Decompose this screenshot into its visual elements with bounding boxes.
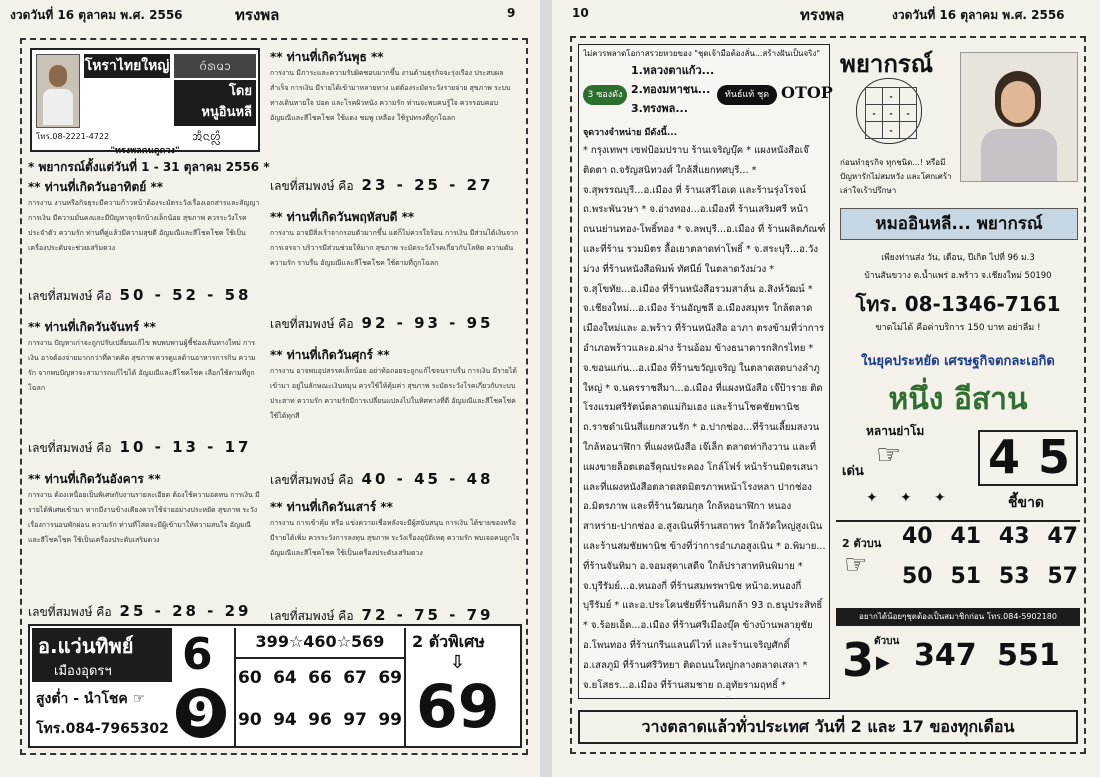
sunday-numbers: 50 - 52 - 58 bbox=[119, 286, 252, 304]
banner-phone: โทร.08-2221-4722 bbox=[36, 132, 110, 141]
grid-number: 67 bbox=[343, 668, 367, 688]
astro-cell: - bbox=[883, 122, 900, 139]
saturday-body: การงาน การเข้าคุ้ม หรือ แข่งความเชื่อหลังจะมีผู้สนับสนุน การเงิน ได้ขายของหรือมีรายได้เพิ่ม ควรระวังการลงทุน สุขภาพ ระวังเรื่องอุบัติเหตุ ความรัก พบเจอคนถูกใจ อัญมณีและสีโชคโชค ใช้เป็นเครื่องประดับเสริมดวง bbox=[270, 519, 520, 557]
lucky-prefix: เลขที่สมพงษ์ คือ bbox=[270, 473, 354, 487]
lucky-prefix: เลขที่สมพงษ์ คือ bbox=[270, 317, 354, 331]
star-decoration: ✦ ✦ ✦ bbox=[866, 490, 946, 506]
astro-cell bbox=[866, 88, 883, 105]
seer-slogan bbox=[36, 688, 145, 710]
left-page bbox=[0, 0, 540, 777]
right-page-number: 10 bbox=[572, 6, 589, 20]
pointing-hand-icon: ☞ bbox=[876, 438, 902, 471]
number-row-1 bbox=[238, 668, 402, 688]
service-fee: ขาดไม่ได้ คือค่าบริการ 150 บาท อย่าลืม ! bbox=[875, 323, 1041, 333]
two-digit-number: 57 bbox=[1047, 564, 1078, 589]
seer-city: เมืองอุดรฯ bbox=[54, 664, 112, 679]
banner-caption: "ทรงพลคนดูดวง" bbox=[110, 146, 180, 156]
thursday-body: การงาน อาจมีสิ่งเร้าจากรอบตัวมากขึ้น แต่ก็ไม่ควรใจร้อน การเงิน มีส่วนได้เงินจากการเจรจา บริวารมีส่วนช่วยให้มาก สุขภาพ ระมัดระวังโรคเกี่ยวกับโลหิต ความดัน ความรัก ราบรื่น อัญมณีและสีโชคโชค ใช้ตามที่ถูกโฉลก bbox=[270, 229, 519, 267]
set-item: 1.หลวงตาแก้ว... bbox=[631, 64, 715, 77]
economy-motto: ในยุคประหยัด เศรษฐกิจตกละเอกิด bbox=[861, 354, 1055, 369]
two-digit-number: 50 bbox=[902, 564, 933, 589]
banner-author-block bbox=[174, 80, 256, 126]
lucky-prefix: เลขที่สมพงษ์ คือ bbox=[28, 441, 112, 455]
thursday-heading: ** ท่านที่เกิดวันพฤหัสบดี ** bbox=[270, 210, 415, 224]
right-page bbox=[552, 0, 1100, 777]
isan-lead: เด่น bbox=[842, 464, 864, 479]
isan-subtitle: หลานย่าโม bbox=[866, 424, 925, 438]
top-slogan: ไม่ควรพลาดโอกาสรวยหวยของ "ชุดเจ้ามือต้องลั่น...สร้างฝันเป็นจริง" bbox=[583, 49, 821, 58]
divider bbox=[836, 520, 1080, 522]
banner-author-name: หนูอินหลี bbox=[201, 105, 252, 120]
lucky-prefix: เลขที่สมพงษ์ คือ bbox=[28, 289, 112, 303]
service-line: เพียงท่านส่ง วัน, เดือน, ปีเกิด ไปที่ 96 ม.3 bbox=[881, 253, 1035, 263]
astro-cell: - bbox=[883, 88, 900, 105]
astro-cell bbox=[900, 88, 917, 105]
two-digit-number: 47 bbox=[1047, 524, 1078, 549]
tuesday-heading: ** ท่านที่เกิดวันอังคาร ** bbox=[28, 472, 161, 486]
saturday-lucky bbox=[270, 606, 494, 626]
seer-name-block bbox=[32, 628, 172, 682]
isan-box bbox=[836, 376, 1080, 698]
sunday-body: การงาน งานหรือกิจธุระมีความก้าวหน้าต้องระมัดระวังเรื่องเอกสารและสัญญา การเงิน มีความมั่นคงและมีปัญหาจุกจิกบ้างเล็กน้อย สุขภาพ ควรระวังโรคประจำตัว ความรัก ท่านที่คู่แล้วมีความสุขดี อัญมณีและสีโชคโชค ใช้เป็นเครื่องประดับจะช่วยเสริมดวง bbox=[28, 199, 260, 252]
astrologer-portrait bbox=[960, 52, 1078, 182]
two-digit-row-1 bbox=[902, 524, 1078, 549]
wednesday-heading: ** ท่านที่เกิดวันพุธ ** bbox=[270, 50, 384, 64]
tuesday-numbers: 25 - 28 - 29 bbox=[119, 602, 252, 620]
bottom-digit-circle: 9 bbox=[176, 688, 226, 738]
left-content-frame bbox=[20, 38, 528, 755]
forecast-description: ก่อนทำธุรกิจ ทุกชนิด...! หรือมีปัญหารักไม่สมหวัง และโศกเศร้า เล่าใจเร้าปรึกษา bbox=[840, 158, 952, 195]
lucky-prefix: เลขที่สมพงษ์ คือ bbox=[270, 179, 354, 193]
grid-number: 64 bbox=[273, 668, 297, 688]
lucky-prefix: เลขที่สมพงษ์ คือ bbox=[28, 605, 112, 619]
lottery-box bbox=[28, 624, 522, 748]
astro-chart-grid bbox=[865, 87, 917, 139]
monday-body: การงาน ปัญหาเก่าจะถูกปรับเปลี่ยนแก้ไข พบพบพานผู้ชี้ช่องเส้นทางใหม่ การเงิน อาจต้องจ่ายมากกว่าที่คาดคิด สุขภาพ ควรดูแลด้านอาหารการกิน ความรัก จากพบปัญหาจะสามารถแก้ไขได้ อัญมณีและสีโชคโชค เลือกใช้ตามที่ถูกโฉลก bbox=[28, 339, 256, 392]
thursday-lucky bbox=[270, 314, 494, 334]
three-digit-set bbox=[914, 638, 1060, 673]
monday-heading: ** ท่านที่เกิดวันจันทร์ ** bbox=[28, 320, 156, 334]
left-issue-date: งวดวันที่ 16 ตุลาคม พ.ศ. 2556 bbox=[10, 8, 183, 22]
dealers-column bbox=[578, 44, 833, 699]
banner-by: โดย bbox=[228, 84, 252, 99]
right-issue-date: งวดวันที่ 16 ตุลาคม พ.ศ. 2556 bbox=[892, 8, 1065, 22]
three-sets-label: 3 ซองดัง bbox=[583, 85, 627, 105]
two-digit-row-2 bbox=[902, 564, 1078, 589]
forecast-phone: โทร. 08-1346-7161 bbox=[855, 292, 1061, 316]
thursday-numbers: 92 - 93 - 95 bbox=[361, 314, 494, 332]
astrologer-name-banner: หมออินหลี... พยากรณ์ bbox=[840, 208, 1078, 240]
right-content-frame bbox=[570, 36, 1086, 754]
isan-title: หนึ่ง อีสาน bbox=[888, 382, 1028, 417]
monday-numbers: 10 - 13 - 17 bbox=[119, 438, 252, 456]
banner-signature: ᩋᩥᨶᩉᩖᩦ bbox=[192, 130, 221, 143]
decisive-digit-1: 4 bbox=[988, 430, 1021, 484]
astro-cell: - bbox=[866, 105, 883, 122]
play-arrow-icon: ▶ bbox=[876, 652, 890, 673]
grid-number: 60 bbox=[238, 668, 262, 688]
set-item: 3.ทรงพล... bbox=[631, 102, 688, 115]
three-digit-label: ตัวบน bbox=[874, 636, 900, 647]
astro-cell bbox=[866, 122, 883, 139]
special-number: 69 bbox=[416, 672, 500, 742]
wednesday-body: การงาน มีภาระและความรับผิดชอบมากขึ้น งานด้านธุรกิจจะรุ่งเรือง ประสบผลสำเร็จ การเงิน มีรายได้เข้ามาหลายทาง แต่ต้องระมัดระวังรายจ่าย สุขภาพ ระบบทางเดินหายใจ ปอด และโรคผิวหนัง ความรัก ท่านจะพบคนรู้ใจ ควรรอบคอบ อัญมณีและสีโชคโชค ใช้แดง ชมพู เหลือง ใช้รูปทรงที่ถูกโฉลก bbox=[270, 69, 511, 122]
forecast-period-title: * พยากรณ์ตั้งแต่วันที่ 1 - 31 ตุลาคม 2556 * bbox=[28, 160, 270, 174]
genuine-set-badge: ทันธ์แท้ ชุด bbox=[717, 85, 777, 105]
dealers-intro: จุดวางจำหน่าย มีดังนี้... bbox=[583, 128, 678, 138]
seer-slogan-text: สูงต่ำ - นำโชค bbox=[36, 691, 128, 707]
left-page-number: 9 bbox=[507, 6, 516, 20]
seer-name: อ.แว่นทิพย์ bbox=[38, 634, 134, 658]
grid-number: 69 bbox=[378, 668, 402, 688]
special-label: 2 ตัวพิเศษ bbox=[412, 632, 485, 651]
two-digit-number: 43 bbox=[998, 524, 1030, 549]
banner-title: โหราไทยใหญ่ bbox=[84, 54, 170, 78]
top-digit: 6 bbox=[182, 629, 213, 680]
set-item: 2.ทองมหาชน... bbox=[631, 83, 711, 96]
decisive-label: ชี้ขาด bbox=[1008, 495, 1045, 511]
astro-cell bbox=[900, 122, 917, 139]
friday-lucky bbox=[270, 470, 494, 490]
astro-cell: - bbox=[883, 105, 900, 122]
grid-number: 94 bbox=[273, 710, 297, 730]
wednesday-lucky bbox=[270, 176, 494, 196]
saturday-heading: ** ท่านที่เกิดวันเสาร์ ** bbox=[270, 500, 393, 514]
seer-phone: โทร.084-7965302 bbox=[36, 721, 169, 737]
address-line: บ้านสันขวาง ต.น้ำแพร่ อ.พร้าว จ.เชียงใหม่ 50190 bbox=[864, 271, 1052, 281]
dealers-list: * กรุงเทพฯ เซฟป้อมปราบ ร้านเจริญบุ๊ค * แผงหนังสือเจ๊ติดตา ถ.จรัญสนิทวงศ์ ใกล้สี่แยกทศบุรี... * จ.สุพรรณบุรี...อ.เมือง ที่ ร้านเสรีไอเด และร้านรุ่งโรจน์ ถ.พระพันวษา * จ.อ่างทอง...อ.เมืองที่ ร้านเสริมศรี หน้าถนนย่านทอง-โพธิ์ทอง * จ.ลพบุรี...อ.เมือง ที่ ร้านผลิตภัณฑ์ และที่ร้าน รวมมิตร ลื้อเยาตลาดท่าโพธิ์ * จ.สระบุรี...อ.วังม่วง ที่ร้านหนังสือพิมพ์ ทัศนีย์ ในตลาดวังม่วง * จ.สุโขทัย...อ.เมือง ที่ร้านหนังสือรวมสาส์น อ.สิงห์วัฒน์ * จ.เชียงใหม่...อ.เมือง ร้านอัญชลี อ.เมืองสมุทร ใกล้ตลาดเมืองใหม่และ อ.พร้าว ที่ร้านหนังสือ อาภา ตรงข้ามที่ว่าการอำเภอพร้าวและอ.ฝาง ร้านอ้อม ข้างธนาคารกสิกรไทย * จ.ขอนแก่น...อ.เมือง ที่ร้านขวัญเจริญ ในตลาดสดบางลำภู ใหญ่ * จ.นครราชสีมา...อ.เมือง ที่แผงหนังสือ เจ๊ป้าราย ติดโรงแรมศรีรัตน์ตลาดแม่กิมเฮง และร้านโชคชัยพานิช ถ.ราชดำเนินสี่แยกสวนรัก * อ.ปากช่อง...ที่ร้านเลี้ยมสงวน ใกล้หอนาฬิกา ที่แผงหนังสือ เจ๊เล็ก ตลาดท่ากิงวาน และที่แผงขายล็อตเตอรี่คุณประคอง โกล์โฟร์ หน้าร้านมิตรเสนา และที่แผงหนังสือตลาดสดมิตรภาพหน้าโรงหลา ปากช่อง อ.มิตรภาพ และที่ร้านวัฒนกุล ใกล้หอนาฬิกา หนองสาหร่าย-ปากช่อง อ.สูงเนินที่ร้านสถาพร ใกล้วัดใหญ่สูงเนิน และร้านสมชัยพานิช ข้างที่ว่าการอำเภอสูงเนิน * อ.พิมาย... ที่ร้านจันทิมา อ.จอมสุดาเสดีจ ใกล้ปราสาทหินพิมาย * จ.บุรีรัมย์...อ.หนองกี่ ที่ร้านสมพรพานิช หน้าอ.หนองกี่ บุรีรัมย์ * และอ.ประโคนชัยที่ร้านคิมกล้า 93 ถ.ธนูประสิทธิ์ * จ.ร้อยเอ็ด...อ.เมือง ที่ร้านศรีเมืองบุ๊ค ข้างบ้านพลายุชัย อ.โพนทอง ที่ร้านกรีนแลนด์ไวท์ และร้านเจริญศักดิ์ อ.เสลภูมิ ที่ร้านศรีวิทยา ติดถนนใหญ่กลางตลาดเสลา * จ.ยโสธร...อ.เมือง ที่ร้านสมชาย ถ.อุทัยรามฤทธิ์ * bbox=[583, 145, 826, 691]
sunday-lucky bbox=[28, 286, 252, 306]
grid-number: 96 bbox=[308, 710, 332, 730]
pointing-hand-icon: ☞ bbox=[132, 691, 146, 707]
saturday-numbers: 72 - 75 - 79 bbox=[361, 606, 494, 624]
two-digit-number: 40 bbox=[902, 524, 933, 549]
grid-number: 66 bbox=[308, 668, 332, 688]
forecast-title: พยากรณ์ bbox=[840, 49, 934, 78]
tuesday-body: การงาน ต้องเหนื่อยเป็นพิเศษกับงานรายละเอียด ต้องใช้ความอดทน การเงิน มีรายได้พิเศษเข้ามา หากมีงานข้างเคียงควรใช้จ่ายอย่างประหยัด สุขภาพ ระวังเรื่องการนอนพักผ่อน ความรัก ท่านที่โสดจะมีผู้เข้ามาให้ความสนใจ อัญมณีและสีโชคโชค ใช้เป็นเครื่องประดับเสริมดวง bbox=[28, 491, 260, 544]
left-masthead: ทรงพล bbox=[235, 6, 280, 24]
two-digit-number: 51 bbox=[950, 564, 982, 589]
three-digit-number: 3 bbox=[842, 633, 875, 687]
astrologer-photo bbox=[36, 54, 80, 128]
number-grid bbox=[234, 628, 406, 746]
decisive-digit-2: 5 bbox=[1038, 430, 1071, 484]
set-list bbox=[631, 61, 714, 118]
pointing-hand-icon: ☞ bbox=[844, 550, 868, 580]
banner-script-decoration: ᨣᩢᩁᨾᩣ bbox=[174, 54, 256, 78]
two-digit-number: 41 bbox=[950, 524, 982, 549]
astro-cell: - bbox=[900, 105, 917, 122]
right-masthead: ทรงพล bbox=[800, 6, 845, 24]
decisive-digits-box bbox=[978, 430, 1078, 486]
grid-number: 97 bbox=[343, 710, 367, 730]
friday-numbers: 40 - 45 - 48 bbox=[361, 470, 494, 488]
number-sets: 399☆460☆569 bbox=[236, 632, 404, 659]
two-digit-label: 2 ตัวบน bbox=[842, 537, 882, 550]
forecast-ad bbox=[836, 44, 1080, 344]
otop-label: OTOP bbox=[781, 83, 833, 102]
grid-number: 90 bbox=[238, 710, 262, 730]
monday-lucky bbox=[28, 438, 252, 458]
astrologer-banner bbox=[30, 48, 260, 156]
membership-banner: อยากได้น้อยๆชุดต้องเป็นสมาชิกก่อน โทร.084-5902180 bbox=[836, 608, 1080, 626]
sunday-heading: ** ท่านที่เกิดวันอาทิตย์ ** bbox=[28, 180, 163, 194]
friday-body: การงาน อาจพบอุปสรรคเล็กน้อย อย่าท้อถอยจะถูกแก้ไขจนราบรื่น การเงิน มีรายได้เข้ามา อยู่ในลักษณะเงินหมุน ควรใช้ให้คุ้มค่า สุขภาพ ระมัดระวังโรคเกี่ยวกับระบบประสาท ความรัก ความรักมีการเปลี่ยนแปลงไปในทิศทางที่ดี อัญมณีและสีโชคโชค ใช้ได้ทุกสี bbox=[270, 367, 517, 420]
three-digit-value: 551 bbox=[997, 638, 1060, 673]
grid-number: 99 bbox=[378, 710, 402, 730]
friday-heading: ** ท่านที่เกิดวันศุกร์ ** bbox=[270, 348, 390, 362]
number-row-2 bbox=[238, 710, 402, 730]
astro-chart-circle bbox=[856, 78, 922, 144]
wednesday-numbers: 23 - 25 - 27 bbox=[361, 176, 494, 194]
three-digit-value: 347 bbox=[914, 638, 977, 673]
lucky-prefix: เลขที่สมพงษ์ คือ bbox=[270, 609, 354, 623]
distribution-footer: วางตลาดแล้วทั่วประเทศ วันที่ 2 และ 17 ของทุกเดือน bbox=[578, 710, 1078, 744]
down-arrow-icon: ⇩ bbox=[450, 652, 466, 673]
two-digit-number: 53 bbox=[998, 564, 1030, 589]
tuesday-lucky bbox=[28, 602, 252, 622]
